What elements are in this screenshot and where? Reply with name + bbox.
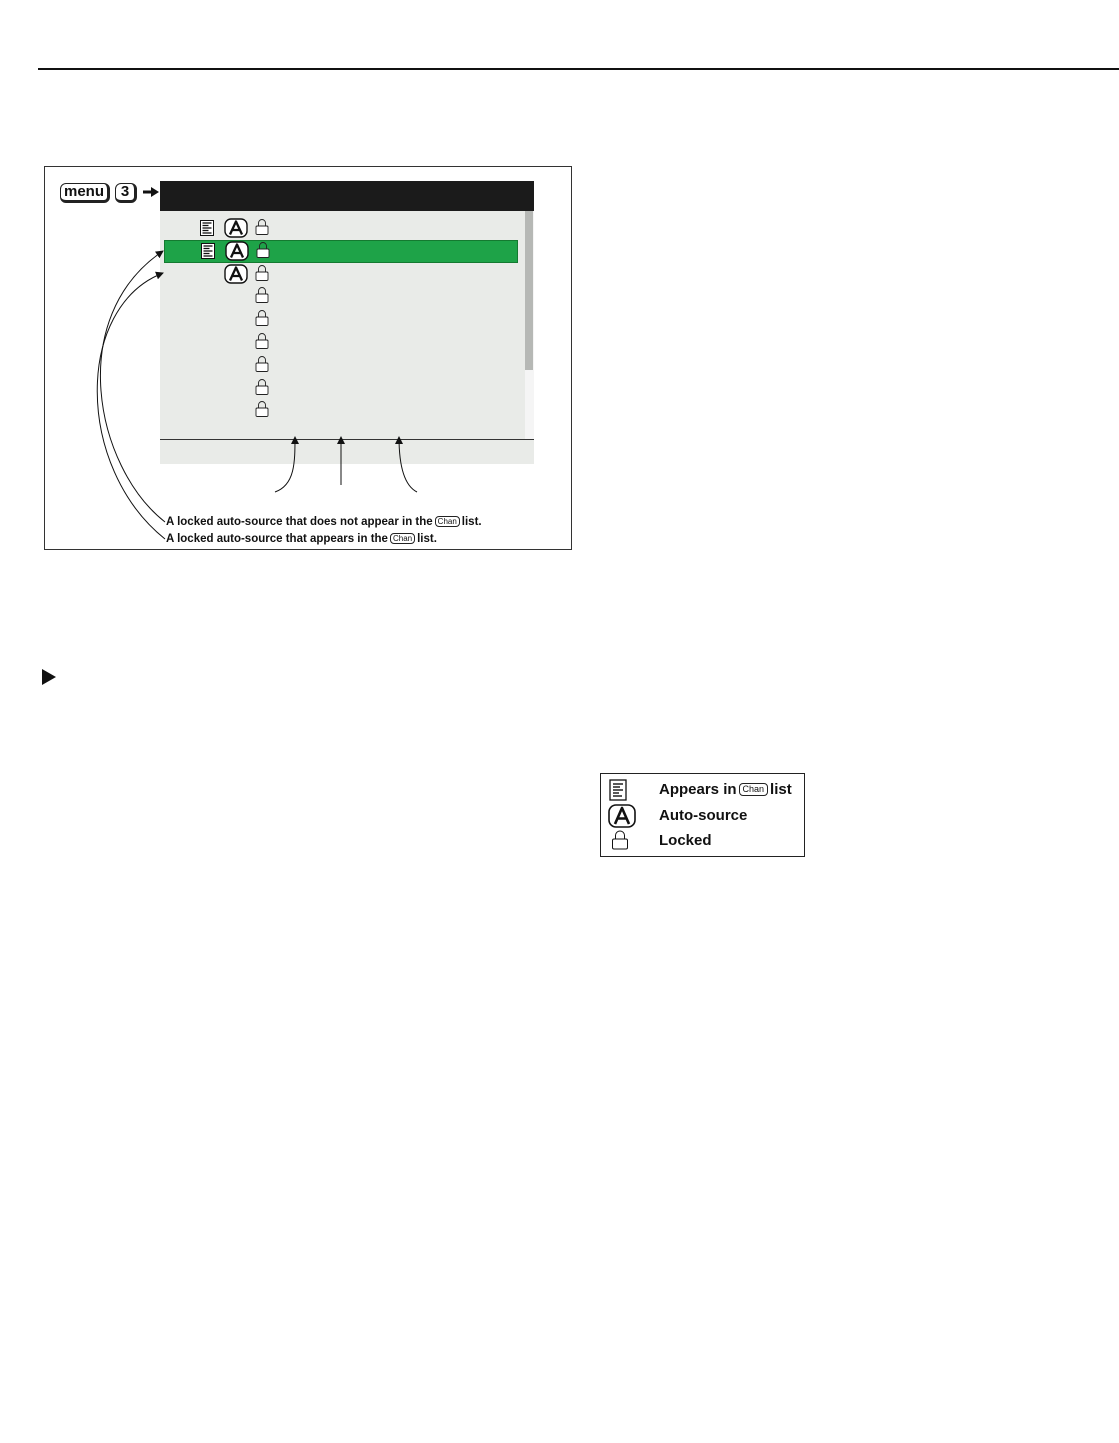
number-3-key: 3	[115, 183, 137, 203]
callout-arrow-right	[399, 437, 417, 492]
legend-row-chan-list	[601, 778, 801, 802]
menu-key: menu	[60, 183, 110, 203]
chan-key-chip: Chan	[435, 516, 460, 527]
callout-arrow-row-1	[97, 273, 165, 539]
legend-appears-in-label: Appears in	[659, 781, 737, 798]
top-rule	[38, 68, 1119, 70]
callout-arrows	[45, 167, 573, 551]
callout-arrow-row-2	[100, 251, 165, 522]
callout-not-in-chan-list: A locked auto-source that does not appear in the Chan list.	[166, 516, 482, 528]
chan-key-chip: Chan	[739, 783, 769, 796]
legend-locked-label: Locked	[659, 832, 712, 849]
chan-key-chip: Chan	[390, 533, 415, 544]
menu-figure	[44, 166, 572, 550]
callout-arrow-left	[275, 437, 295, 492]
icon-legend	[600, 773, 805, 857]
callout-in-chan-list: A locked auto-source that appears in the Chan list.	[166, 533, 437, 545]
legend-row-locked	[601, 829, 801, 853]
play-triangle-icon	[42, 669, 56, 685]
auto-source-icon	[608, 804, 636, 828]
legend-row-auto-source	[601, 804, 801, 828]
legend-list-label: list	[770, 781, 792, 798]
lock-icon	[611, 829, 629, 851]
legend-auto-source-label: Auto-source	[659, 807, 748, 824]
list-icon	[609, 779, 627, 801]
